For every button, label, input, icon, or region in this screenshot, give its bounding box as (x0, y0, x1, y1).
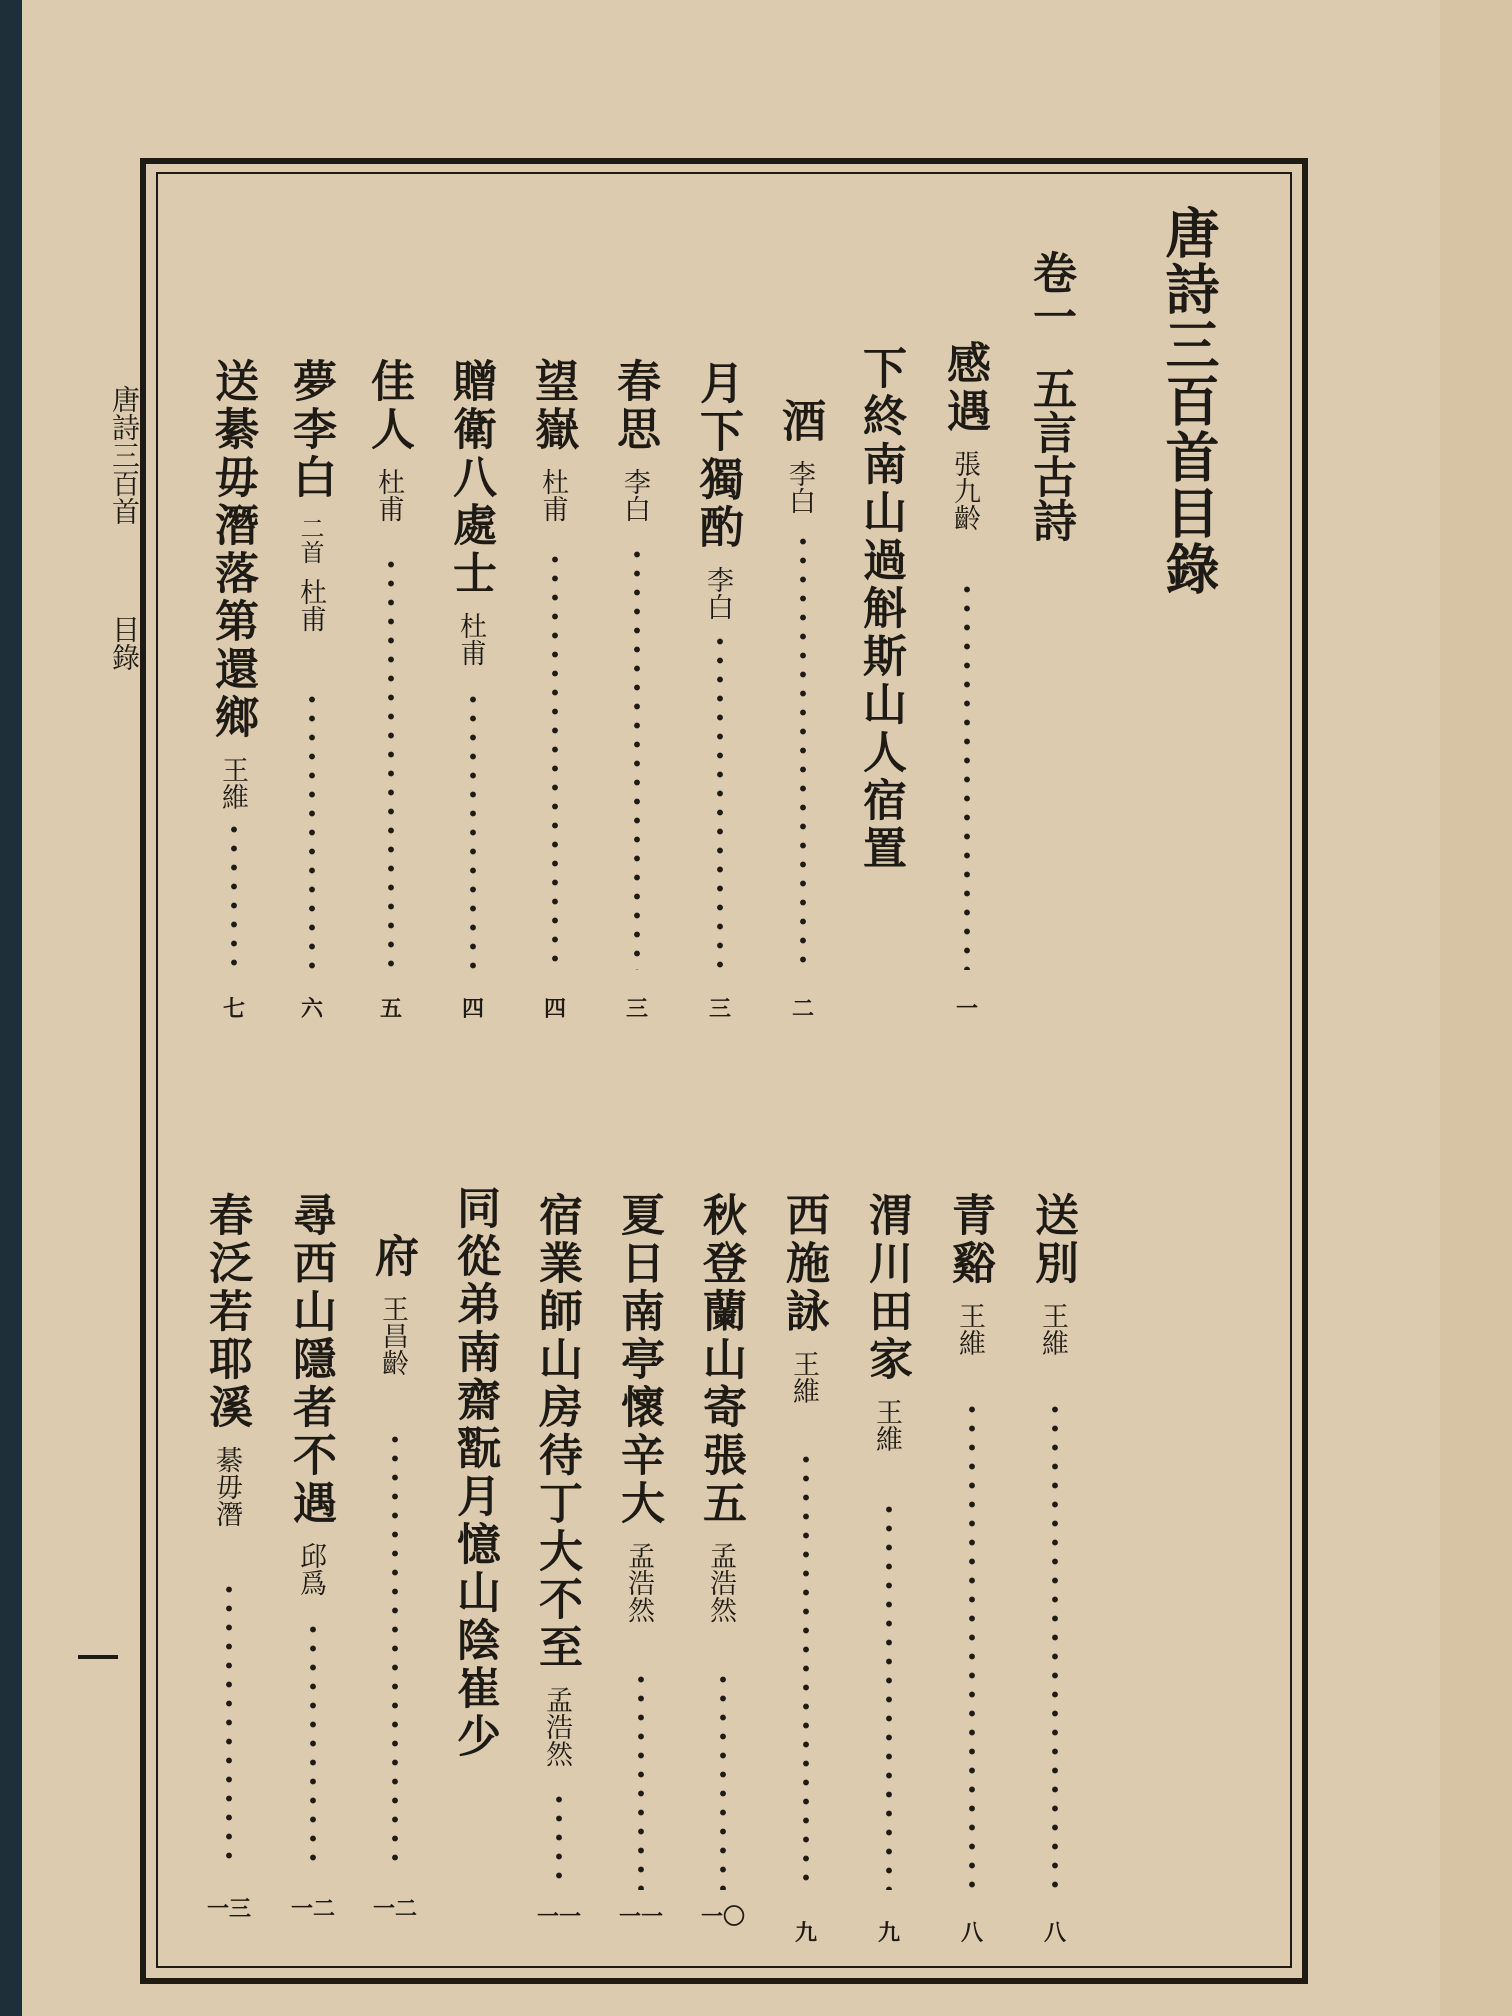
toc-entry (367, 1233, 418, 1390)
entry-title: 西施詠 (778, 1192, 829, 1336)
entry-page: 九 (877, 1920, 900, 1946)
entry-author: 王維 (1037, 1302, 1068, 1356)
leader-dots (969, 1400, 975, 1890)
leader-dots (392, 1430, 398, 1870)
entry-title: 下終南山過斛斯山人宿置 (855, 345, 906, 873)
entry-author: 王維 (788, 1350, 819, 1404)
entry-page: 三 (625, 996, 648, 1022)
entry-title: 尋西山隱者不遇 (285, 1192, 336, 1528)
toc-entry (1027, 1192, 1078, 1370)
toc-entry (774, 398, 825, 528)
entry-title: 送別 (1027, 1192, 1078, 1288)
toc-entry (201, 1192, 252, 1541)
entry-author: 張九齡 (949, 450, 980, 531)
toc-entry (285, 358, 336, 646)
entry-author: 孟浩然 (623, 1542, 654, 1623)
entry-author: 孟浩然 (705, 1542, 736, 1623)
entry-title: 夏日南亭懷辛大 (613, 1192, 664, 1528)
page-number-mark (78, 1655, 118, 1659)
entry-poem-count: 二首 (296, 516, 324, 564)
entry-title: 送綦毋潛落第還鄉 (207, 358, 258, 742)
entry-page: 六 (300, 996, 323, 1022)
entry-author: 杜甫 (537, 468, 568, 522)
entry-title: 贈衛八處士 (445, 358, 496, 598)
entry-page: 一二 (372, 1896, 417, 1922)
entry-page: 一一 (536, 1904, 581, 1930)
entry-author: 王昌齡 (377, 1295, 408, 1376)
leader-dots (556, 1790, 562, 1890)
entry-page: 一 (955, 996, 978, 1022)
toc-entry (692, 360, 743, 634)
entry-title: 酒 (774, 398, 825, 446)
entry-author: 杜甫 (373, 468, 404, 522)
leader-dots (634, 545, 640, 970)
entry-page: 一〇 (700, 1904, 745, 1930)
leader-dots (1052, 1400, 1058, 1890)
leader-dots (717, 632, 723, 970)
leader-dots (720, 1670, 726, 1890)
entry-page: 九 (794, 1920, 817, 1946)
volume-heading (1025, 250, 1076, 542)
entry-page: 一三 (206, 1896, 251, 1922)
entry-author: 邱爲 (295, 1542, 326, 1596)
toc-entry (449, 1185, 500, 1761)
entry-page: 二 (791, 996, 814, 1022)
entry-title: 佳人 (363, 358, 414, 454)
entry-title: 府 (367, 1233, 418, 1281)
entry-author: 李白 (619, 468, 650, 522)
entry-author: 孟浩然 (541, 1686, 572, 1767)
entry-author: 王維 (954, 1302, 985, 1356)
leader-dots (803, 1450, 809, 1890)
toc-entry (527, 358, 578, 536)
toc-entry (531, 1192, 582, 1781)
entry-page: 四 (461, 996, 484, 1022)
entry-page: 四 (543, 996, 566, 1022)
leader-dots (800, 532, 806, 970)
entry-page: 七 (222, 996, 245, 1022)
leader-dots (886, 1500, 892, 1890)
toc-entry (944, 1192, 995, 1370)
entry-author: 李白 (784, 460, 815, 514)
leader-dots (309, 690, 315, 970)
leader-dots (964, 580, 970, 970)
entry-author: 李白 (702, 566, 733, 620)
entry-title: 望嶽 (527, 358, 578, 454)
toc-entry (855, 345, 906, 873)
toc-entry (363, 358, 414, 536)
entry-author: 王維 (871, 1398, 902, 1452)
leader-dots (226, 1580, 232, 1870)
leader-dots (310, 1620, 316, 1870)
side-label: 目錄 (108, 615, 141, 671)
toc-entry (609, 358, 660, 536)
entry-page: 五 (379, 996, 402, 1022)
leader-dots (552, 550, 558, 970)
entry-author: 杜甫 (455, 612, 486, 666)
section-label: 五言古詩 (1025, 366, 1076, 542)
entry-title: 同從弟南齋翫月憶山陰崔少 (449, 1185, 500, 1761)
entry-page: 八 (960, 1920, 983, 1946)
toc-entry (207, 358, 258, 824)
entry-page: 八 (1043, 1920, 1066, 1946)
side-book-title: 唐詩三百首 (108, 385, 141, 525)
toc-entry (445, 358, 496, 680)
toc-entry (861, 1192, 912, 1466)
entry-title: 感遇 (939, 340, 990, 436)
entry-title: 宿業師山房待丁大不至 (531, 1192, 582, 1672)
entry-author: 杜甫 (295, 578, 326, 632)
toc-entry (939, 340, 990, 545)
entry-title: 春思 (609, 358, 660, 454)
entry-title: 秋登蘭山寄張五 (695, 1192, 746, 1528)
entry-author: 王維 (217, 756, 248, 810)
entry-page: 三 (708, 996, 731, 1022)
toc-entry (695, 1192, 746, 1637)
entry-title: 春泛若耶溪 (201, 1192, 252, 1432)
leader-dots (470, 690, 476, 970)
entry-title: 夢李白 (285, 358, 336, 502)
toc-entry (285, 1192, 336, 1610)
leader-dots (638, 1670, 644, 1890)
entry-title: 青谿 (944, 1192, 995, 1288)
leader-dots (388, 555, 394, 970)
leader-dots (231, 820, 237, 970)
page-title: 唐詩三百首目錄 (1157, 205, 1221, 597)
entry-page: 一一 (618, 1904, 663, 1930)
side-running-title (108, 385, 141, 671)
entry-author: 綦毋潛 (211, 1446, 242, 1527)
facing-page-edge (1440, 0, 1512, 2016)
toc-entry (613, 1192, 664, 1637)
entry-title: 渭川田家 (861, 1192, 912, 1384)
toc-entry (778, 1192, 829, 1418)
entry-title: 月下獨酌 (692, 360, 743, 552)
entry-page: 一二 (290, 1896, 335, 1922)
volume-label: 卷一 (1025, 250, 1076, 338)
